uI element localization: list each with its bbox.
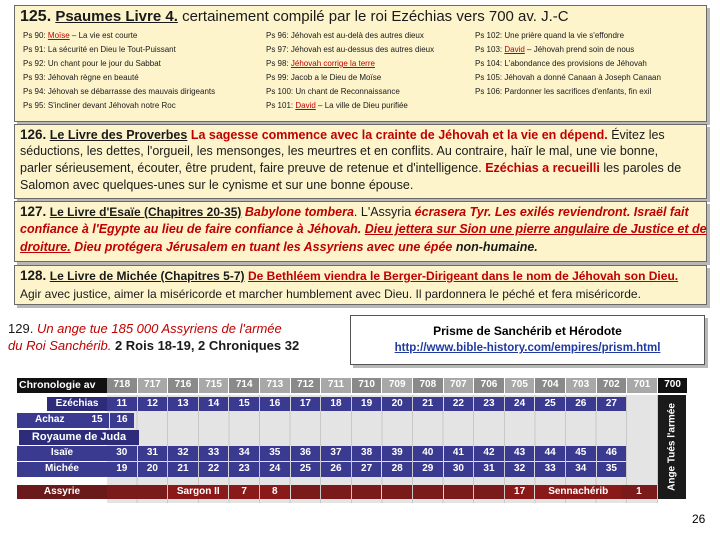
psalm-title: L'abondance des provisions de Jéhovah [504,59,647,68]
psalm-row [475,29,624,43]
page-number: 26 [692,512,706,526]
prophet-label-michee: Michée [17,462,107,477]
ezechias-year: 27 [597,397,627,412]
year-cell: 711 [321,378,351,393]
psalm-ref: Ps 106: [475,87,505,96]
psalm-ref: Ps 93: [23,73,48,82]
ezechias-year: 22 [444,397,474,412]
ezechias-year: 14 [199,397,229,412]
assyria-segment [474,485,504,500]
psalm-row [475,71,661,85]
ezechias-year: 26 [566,397,596,412]
box-126-line-2: séductions, les dettes, l'orgueil, les mensonges, les meurtres et en conflits. Au contraire, haïr le mal, une vie bonne, [20,144,659,158]
isaie-year: 33 [199,446,229,461]
psalm-highlight: Jéhovah corrige la terre [290,59,375,68]
isaie-year: 45 [566,446,596,461]
year-cell: 706 [474,378,504,393]
michee-year: 27 [352,462,382,477]
michee-year: 28 [382,462,412,477]
isaie-year: 30 [107,446,137,461]
box-126-line-4: Salomon avec quelques-unes sur le cynisme et sur une bonne épouse. [20,178,414,192]
ezechias-year: 21 [413,397,443,412]
box-126 [14,124,707,199]
kingdom-label-juda: Royaume de Juda [19,430,139,446]
assyria-year: 17 [505,485,535,500]
isaie-year: 43 [505,446,535,461]
psalm-title: Un chant pour le jour du Sabbat [47,59,161,68]
michee-year: 33 [535,462,565,477]
year-cell: 704 [535,378,565,393]
michee-year: 30 [444,462,474,477]
psalm-row [23,99,176,113]
chronology-timeline [17,378,688,518]
chronology-label: Chronologie av JC [19,379,96,406]
michee-year: 29 [413,462,443,477]
year-cell: 716 [168,378,198,393]
year-cell: 707 [444,378,474,393]
ezechias-year: 15 [229,397,259,412]
assyria-segment [444,485,474,500]
isaie-year: 39 [382,446,412,461]
michee-year: 32 [505,462,535,477]
psalm-ref: Ps 100: [266,87,296,96]
year-cell: 705 [505,378,535,393]
michee-year: 25 [291,462,321,477]
psalm-title: La sécurité en Dieu le Tout-Puissant [47,45,176,54]
isaie-year: 35 [260,446,290,461]
michee-year: 20 [138,462,168,477]
item-129-line-2: du Roi Sanchérib. 2 Rois 18-19, 2 Chroniques 32 [8,338,300,353]
angel-kills-column [658,395,686,500]
psalm-ref: Ps 94: [23,87,48,96]
ezechias-year: 25 [535,397,565,412]
psalm-title: Jéhovah se débarrasse des mauvais dirigeants [47,87,216,96]
ezechias-year: 11 [107,397,137,412]
psalm-title: Une prière quand la vie s'effondre [504,31,625,40]
psalm-title: Jéhovah est au-delà des autres dieux [290,31,424,40]
isaie-year: 42 [474,446,504,461]
psalm-row [266,43,434,57]
isaie-year: 38 [352,446,382,461]
assyria-segment [413,485,443,500]
psalm-ref: Ps 103: [475,45,505,54]
psalm-ref: Ps 97: [266,45,291,54]
psalm-row [266,99,408,113]
psalm-ref: Ps 104: [475,59,505,68]
psalm-row [23,43,176,57]
isaie-year: 41 [444,446,474,461]
psalm-row [475,57,647,71]
box-125 [14,5,707,122]
box-128-line-2: Agir avec justice, aimer la miséricorde et marcher humblement avec Dieu. Il pardonnera le péché et fera miséricorde. [20,287,641,301]
box-126-line-3: parler sérieusement, écouter, être prudent, faire preuve de retenue et d'intelligence. Ezéchias a recueilli les paroles de [20,161,682,175]
isaie-year: 32 [168,446,198,461]
year-cell: 702 [597,378,627,393]
psalm-ref: Ps 90: [23,31,48,40]
isaie-year: 40 [413,446,443,461]
psalm-title: Jéhovah règne en beauté [47,73,139,82]
psalm-row [266,57,375,71]
psalm-row [266,29,424,43]
prisme-link[interactable]: http://www.bible-history.com/empires/prism.html [394,342,661,354]
year-cell: 709 [382,378,412,393]
assyria-year: 7 [229,485,259,500]
psalm-ref: Ps 99: [266,73,291,82]
michee-year: 34 [566,462,596,477]
year-cell: 700 [658,378,688,393]
psalm-row [475,85,651,99]
achaz-year: 16 [110,413,134,428]
box-126-line-1: 126. Le Livre des Proverbes La sagesse commence avec la crainte de Jéhovah et la vie en dépend. Évitez les [20,127,665,142]
isaie-year: 31 [138,446,168,461]
michee-year: 22 [199,462,229,477]
psalm-title: Jéhovah a donné Canaan à Joseph Canaan [504,73,661,82]
michee-year: 26 [321,462,351,477]
isaie-year: 46 [597,446,627,461]
psalm-highlight: David [295,101,316,110]
item-129-line-1: 129. Un ange tue 185 000 Assyriens de l'armée [8,321,282,336]
psalm-ref: Ps 91: [23,45,48,54]
assyria-year: 1 [621,485,657,500]
year-cell: 713 [260,378,290,393]
prophet-label-isaie: Isaïe [17,446,107,461]
year-cell: 701 [627,378,657,393]
box-127-line-2: confiance à l'Egypte au lieu de faire confiance à Jéhovah. Dieu jettera sur Sion une pierre angulaire de Justice et de [20,222,707,236]
michee-year: 24 [260,462,290,477]
prisme-box [350,315,705,365]
assyria-year: 8 [260,485,290,500]
psalm-ref: Ps 102: [475,31,505,40]
year-cell: 718 [107,378,137,393]
psalm-title: S'incliner devant Jéhovah notre Roc [47,101,176,110]
year-cell: 712 [291,378,321,393]
psalm-ref: Ps 96: [266,31,291,40]
assyria-segment [291,485,321,500]
ezechias-year: 17 [291,397,321,412]
ezechias-year: 16 [260,397,290,412]
isaie-year: 34 [229,446,259,461]
year-cell: 703 [566,378,596,393]
angel-kills-label: Ange Tués l'armée [666,403,678,491]
psalm-row [23,71,139,85]
assyria-segment [321,485,351,500]
sargon-label: Sargon II [168,485,228,500]
sennacherib-label: Sennachérib [535,485,621,500]
prisme-title: Prisme de Sanchérib et Hérodote [433,324,622,338]
psalm-title: – La vie est courte [69,31,138,40]
king-label-ezechias: Ezéchias [47,397,107,412]
isaie-year: 37 [321,446,351,461]
psalm-title: Jéhovah est au-dessus des autres dieux [290,45,435,54]
year-cell: 715 [199,378,229,393]
psalm-row [475,43,634,57]
assyria-segment [352,485,382,500]
psalm-row [23,29,137,43]
michee-year: 35 [597,462,627,477]
isaie-year: 44 [535,446,565,461]
psalm-ref: Ps 105: [475,73,505,82]
box-128 [14,265,707,305]
ezechias-year: 19 [352,397,382,412]
box-125-title: 125. Psaumes Livre 4. certainement compilé par le roi Ezéchias vers 700 av. J.-C [20,8,569,25]
ezechias-year: 23 [474,397,504,412]
box-127 [14,201,707,262]
ezechias-year: 20 [382,397,412,412]
psalm-ref: Ps 92: [23,59,48,68]
year-cell: 710 [352,378,382,393]
assyria-segment [107,485,167,500]
achaz-year: 15 [85,413,109,428]
michee-year: 21 [168,462,198,477]
ezechias-year: 24 [505,397,535,412]
king-label-achaz: Achaz [17,413,85,428]
psalm-row [23,85,215,99]
empire-label-assyrie: Assyrie [17,485,107,500]
ezechias-year: 18 [321,397,351,412]
year-cell: 714 [229,378,259,393]
psalm-highlight: David [504,45,525,54]
psalm-ref: Ps 101: [266,101,296,110]
michee-year: 31 [474,462,504,477]
ezechias-year: 12 [138,397,168,412]
isaie-year: 36 [291,446,321,461]
year-cell: 708 [413,378,443,393]
michee-year: 19 [107,462,137,477]
psalm-ref: Ps 95: [23,101,48,110]
psalm-title: – La ville de Dieu purifiée [315,101,408,110]
ezechias-year: 13 [168,397,198,412]
box-128-line-1: 128. Le Livre de Michée (Chapitres 5-7) De Bethléem viendra le Berger-Dirigeant dans le nom de Jéhovah son Dieu. [20,268,679,283]
psalm-ref: Ps 98: [266,59,291,68]
michee-year: 23 [229,462,259,477]
psalm-title: Jacob a le Dieu de Moïse [290,73,382,82]
year-cell: 717 [138,378,168,393]
psalm-title: Pardonner les sacrifices d'enfants, fin exil [504,87,652,96]
psalm-row [266,71,381,85]
psalm-title: Un chant de Reconnaissance [295,87,400,96]
psalm-title: – Jéhovah prend soin de nous [524,45,635,54]
psalm-highlight: Moïse [47,31,70,40]
psalm-row [266,85,400,99]
psalm-row [23,57,161,71]
assyria-segment [382,485,412,500]
box-127-line-1: 127. Le Livre d'Esaïe (Chapitres 20-35) Babylone tombera. L'Assyria écrasera Tyr. Les exilés reviendront. Israël fait [20,204,689,219]
box-127-line-3: droiture. Dieu protégera Jérusalem en tuant les Assyriens avec une épée non-humaine. [20,240,538,254]
